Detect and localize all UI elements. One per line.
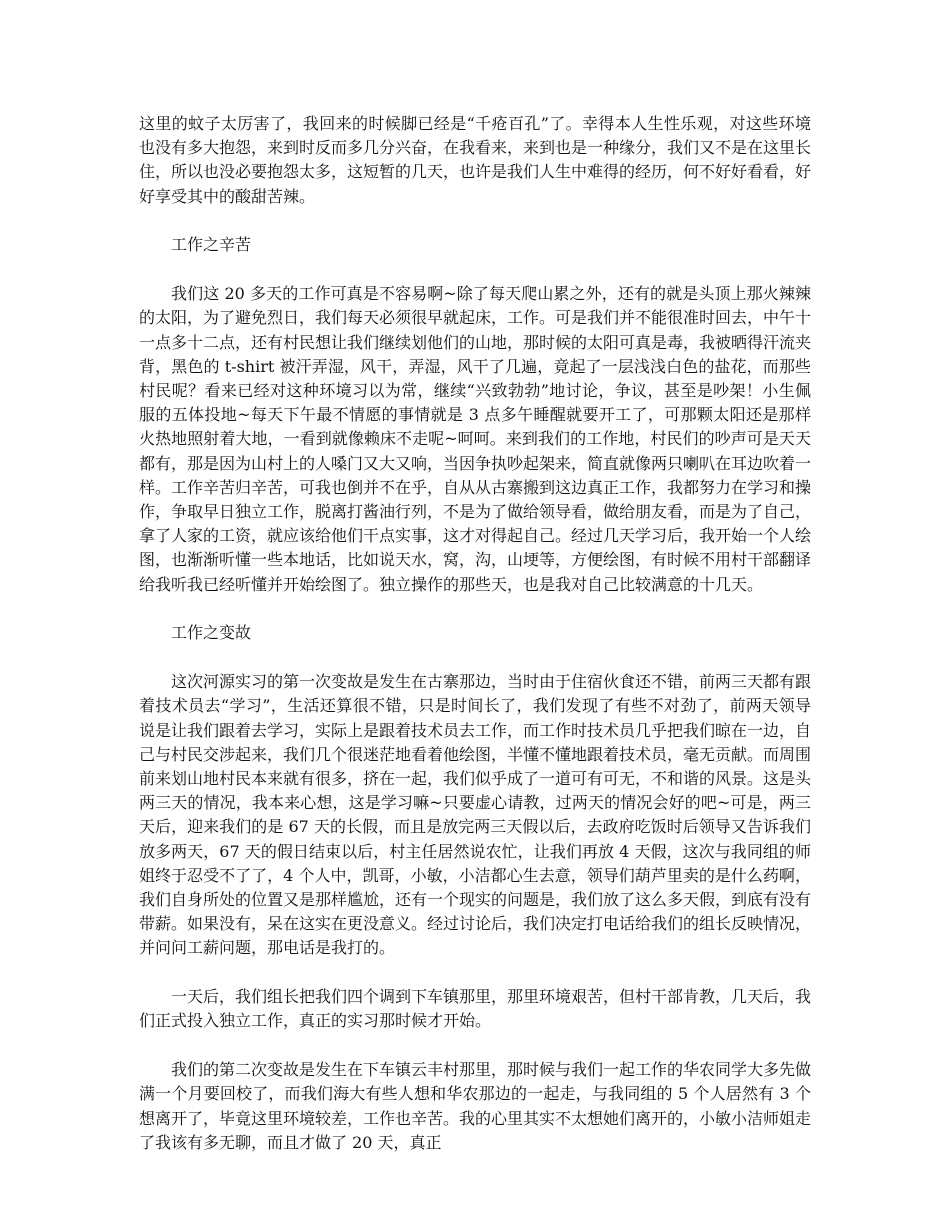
paragraph-hardship: 我们这 20 多天的工作可真是不容易啊~除了每天爬山累之外，还有的就是头顶上那火辣辣的太阳，为了避免烈日，我们每天必须很早就起床，工作。可是我们并不能很准时回去，中午十一点多十二点，还有村民想让我们继续划他们的山地，那时候的太阳可真是毒，我被晒得汗流夹背，黑色的 t-shirt 被汗弄湿，风干，弄湿，风干了几遍，竟起了一层浅浅白色的盐花，而那些村民呢？看来已经对这种环境习以为常，继续“兴致勃勃”地讨论，争议，甚至是吵架！小生佩服的五体投地~每天下午最不情愿的事情就是 3 点多午睡醒就要开工了，可那颗太阳还是那样火热地照射着大地，一看到就像赖床不走呢~呵呵。来到我们的工作地，村民们的吵声可是天天都有，那是因为山村上的人嗓门又大又响，当因争执吵起架来，简直就像两只喇叭在耳边吹着一样。工作辛苦归辛苦，可我也倒并不在乎，自从从古寨搬到这边真正工作，我都努力在学习和操作，争取早日独立工作，脱离打酱油行列，不是为了做给领导看，做给朋友看，而是为了自己，拿了人家的工资，就应该给他们干点实事，这才对得起自己。经过几天学习后，我开始一个人绘图，也渐渐听懂一些本地话，比如说天水，窝，沟，山埂等，方便绘图，有时候不用村干部翻译给我听我已经听懂并开始绘图了。独立操作的那些天，也是我对自己比较满意的十几天。 [139, 284, 812, 594]
document-page [139, 112, 811, 1180]
paragraph-intro: 这里的蚊子太厉害了，我回来的时候脚已经是“千疮百孔”了。幸得本人生性乐观，对这些环境也没有多大抱怨，来到时反而多几分兴奋，在我看来，来到也是一种缘分，我们又不是在这里长住，所以也没必要抱怨太多，这短暂的几天，也许是我们人生中难得的经历，何不好好看看，好好享受其中的酸甜苦辣。 [139, 114, 812, 206]
paragraph-first-change: 这次河源实习的第一次变故是发生在古寨那边，当时由于住宿伙食还不错，前两三天都有跟着技术员去“学习”，生活还算很不错，只是时间长了，我们发现了有些不对劲了，前两天领导说是让我们跟着去学习，实际上是跟着技术员去工作，而工作时技术员几乎把我们晾在一边，自己与村民交涉起来，我们几个很迷茫地看着他绘图，半懂不懂地跟着技术员，毫无贡献。而周围前来划山地村民本来就有很多，挤在一起，我们似乎成了一道可有可无，不和谐的风景。这是头两三天的情况，我本来心想，这是学习嘛~只要虚心请教，过两天的情况会好的吧~可是，两三天后，迎来我们的是 67 天的长假，而且是放完两三天假以后，去政府吃饭时后领导又告诉我们放多两天，67 天的假日结束以后，村主任居然说农忙，让我们再放 4 天假，这次与我同组的师姐终于忍受不了了，4 个人中，凯哥，小敏，小洁都心生去意，领导们葫芦里卖的是什么药啊，我们自身所处的位置又是那样尴尬，还有一个现实的问题是，我们放了这么多天假，到底有没有带薪。如果没有，呆在这实在更没意义。经过讨论后，我们决定打电话给我们的组长反映情况，并问问工薪问题，那电话是我打的。 [139, 672, 812, 958]
section-heading-changes: 工作之变故 [171, 623, 252, 643]
paragraph-transfer: 一天后，我们组长把我们四个调到下车镇那里，那里环境艰苦，但村干部肯教，几天后，我们正式投入独立工作，真正的实习那时候才开始。 [139, 987, 812, 1031]
paragraph-second-change: 我们的第二次变故是发生在下车镇云丰村那里，那时候与我们一起工作的华农同学大多先做满一个月要回校了，而我们海大有些人想和华农那边的一起走，与我同组的 5 个人居然有 3 个想离开了，毕竟这里环境较差，工作也辛苦。我的心里其实不太想她们离开的，小敏小洁师姐走了我该有多无聊，而且才做了 20 天，真正 [139, 1060, 812, 1152]
section-heading-hardship: 工作之辛苦 [171, 235, 252, 255]
